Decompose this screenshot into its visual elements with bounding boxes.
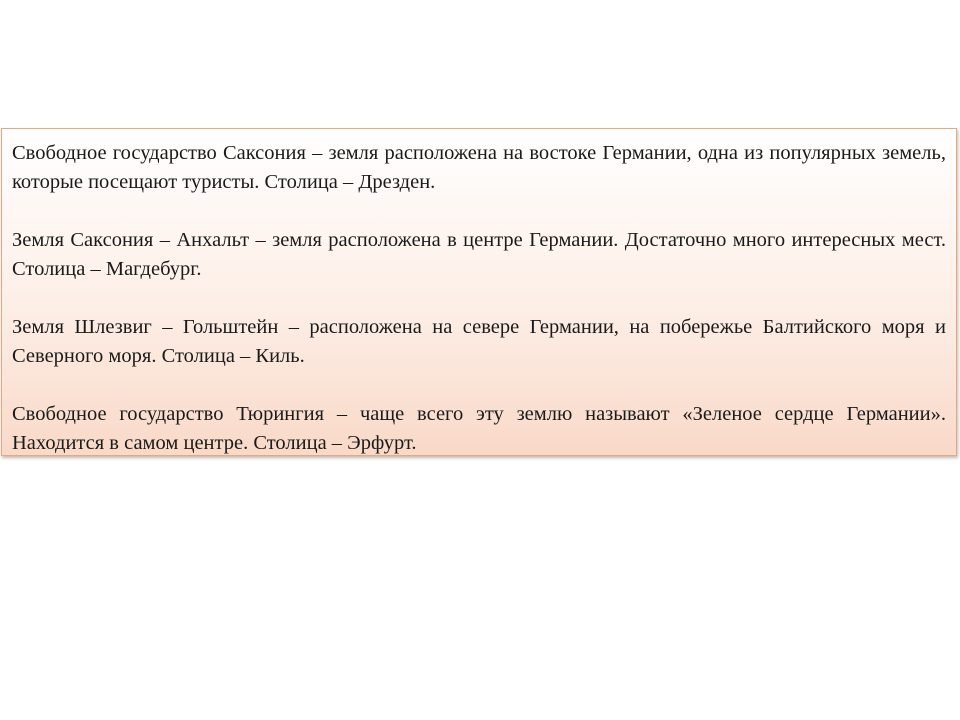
- paragraph-schleswig-holstein: Земля Шлезвиг – Гольштейн – расположена на севере Германии, на побережье Балтийского моря и Северного моря. Столица – Киль.: [12, 316, 946, 367]
- paragraph-thuringia: Свободное государство Тюрингия – чаще всего эту землю называют «Зеленое сердце Германии». Находится в самом центре. Столица – Эрфурт.: [12, 403, 946, 454]
- paragraph-saxony-anhalt: Земля Саксония – Анхальт – земля расположена в центре Германии. Достаточно много интересных мест. Столица – Магдебург.: [12, 229, 946, 280]
- text-box: [1, 128, 957, 456]
- paragraph-saxony: Свободное государство Саксония – земля расположена на востоке Германии, одна из популярных земель, которые посещают туристы. Столица – Дрезден.: [12, 142, 946, 193]
